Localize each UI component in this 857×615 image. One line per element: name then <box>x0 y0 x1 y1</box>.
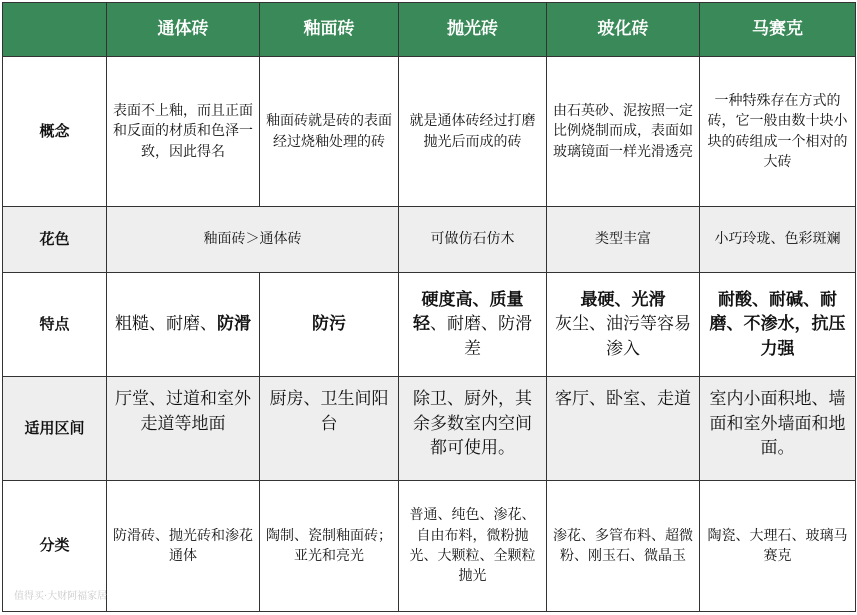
cell-feature-polished <box>399 273 547 377</box>
cell-concept-vitrified: 由石英砂、泥按照一定比例烧制而成，表面如玻璃镜面一样光滑透亮 <box>547 57 700 207</box>
table-row-usage <box>3 377 856 481</box>
feature-full-body-emphasis: 防滑 <box>217 314 251 335</box>
tile-comparison-table <box>2 2 856 612</box>
table-row-category <box>3 481 856 612</box>
cell-category-vitrified: 渗花、多管布料、超微粉、刚玉石、微晶玉 <box>547 481 700 612</box>
cell-pattern-vitrified: 类型丰富 <box>547 207 700 273</box>
row-label-pattern: 花色 <box>3 207 107 273</box>
cell-usage-mosaic: 室内小面积地、墙面和室外墙面和地面。 <box>700 377 856 481</box>
watermark: 值得买·大财阿福家居 <box>14 591 108 602</box>
header-row <box>3 3 856 57</box>
cell-category-full-body: 防滑砖、抛光砖和渗花通体 <box>107 481 260 612</box>
row-label-feature: 特点 <box>3 273 107 377</box>
feature-polished-text: 、耐磨、防滑差 <box>430 314 532 359</box>
cell-feature-mosaic: 耐酸、耐碱、耐磨、不渗水，抗压力强 <box>700 273 856 377</box>
row-label-concept: 概念 <box>3 57 107 207</box>
cell-category-mosaic: 陶瓷、大理石、玻璃马赛克 <box>700 481 856 612</box>
cell-usage-full-body: 厅堂、过道和室外走道等地面 <box>107 377 260 481</box>
cell-feature-full-body <box>107 273 260 377</box>
row-label-usage: 适用区间 <box>3 377 107 481</box>
cell-concept-glazed: 釉面砖就是砖的表面经过烧釉处理的砖 <box>260 57 399 207</box>
header-polished-tile: 抛光砖 <box>399 3 547 57</box>
header-full-body-tile: 通体砖 <box>107 3 260 57</box>
feature-vitrified-text: 灰尘、油污等容易渗入 <box>555 314 691 359</box>
cell-concept-polished: 就是通体砖经过打磨抛光后而成的砖 <box>399 57 547 207</box>
cell-category-polished: 普通、纯色、渗花、自由布料，微粉抛光、大颗粒、全颗粒抛光 <box>399 481 547 612</box>
cell-usage-vitrified: 客厅、卧室、走道 <box>547 377 700 481</box>
row-label-category: 分类 <box>3 481 107 612</box>
cell-feature-vitrified <box>547 273 700 377</box>
cell-category-glazed: 陶制、瓷制釉面砖；亚光和亮光 <box>260 481 399 612</box>
cell-usage-glazed: 厨房、卫生间阳台 <box>260 377 399 481</box>
cell-feature-glazed: 防污 <box>260 273 399 377</box>
cell-pattern-polished: 可做仿石仿木 <box>399 207 547 273</box>
cell-pattern-full-body-glazed: 釉面砖＞通体砖 <box>107 207 399 273</box>
header-glazed-tile: 釉面砖 <box>260 3 399 57</box>
header-mosaic-tile: 马赛克 <box>700 3 856 57</box>
table-row-feature <box>3 273 856 377</box>
feature-vitrified-emphasis: 最硬、光滑 <box>580 289 666 310</box>
cell-concept-full-body: 表面不上釉，而且正面和反面的材质和色泽一致，因此得名 <box>107 57 260 207</box>
table-row-pattern <box>3 207 856 273</box>
table-row-concept <box>3 57 856 207</box>
feature-full-body-text: 粗糙、耐磨、 <box>115 314 217 335</box>
header-corner <box>3 3 107 57</box>
feature-polished-emphasis: 硬度高、质量轻 <box>413 289 524 335</box>
cell-concept-mosaic: 一种特殊存在方式的砖，它一般由数十块小块的砖组成一个相对的大砖 <box>700 57 856 207</box>
cell-usage-polished: 除卫、厨外，其余多数室内空间都可使用。 <box>399 377 547 481</box>
header-vitrified-tile: 玻化砖 <box>547 3 700 57</box>
cell-pattern-mosaic: 小巧玲珑、色彩斑斓 <box>700 207 856 273</box>
